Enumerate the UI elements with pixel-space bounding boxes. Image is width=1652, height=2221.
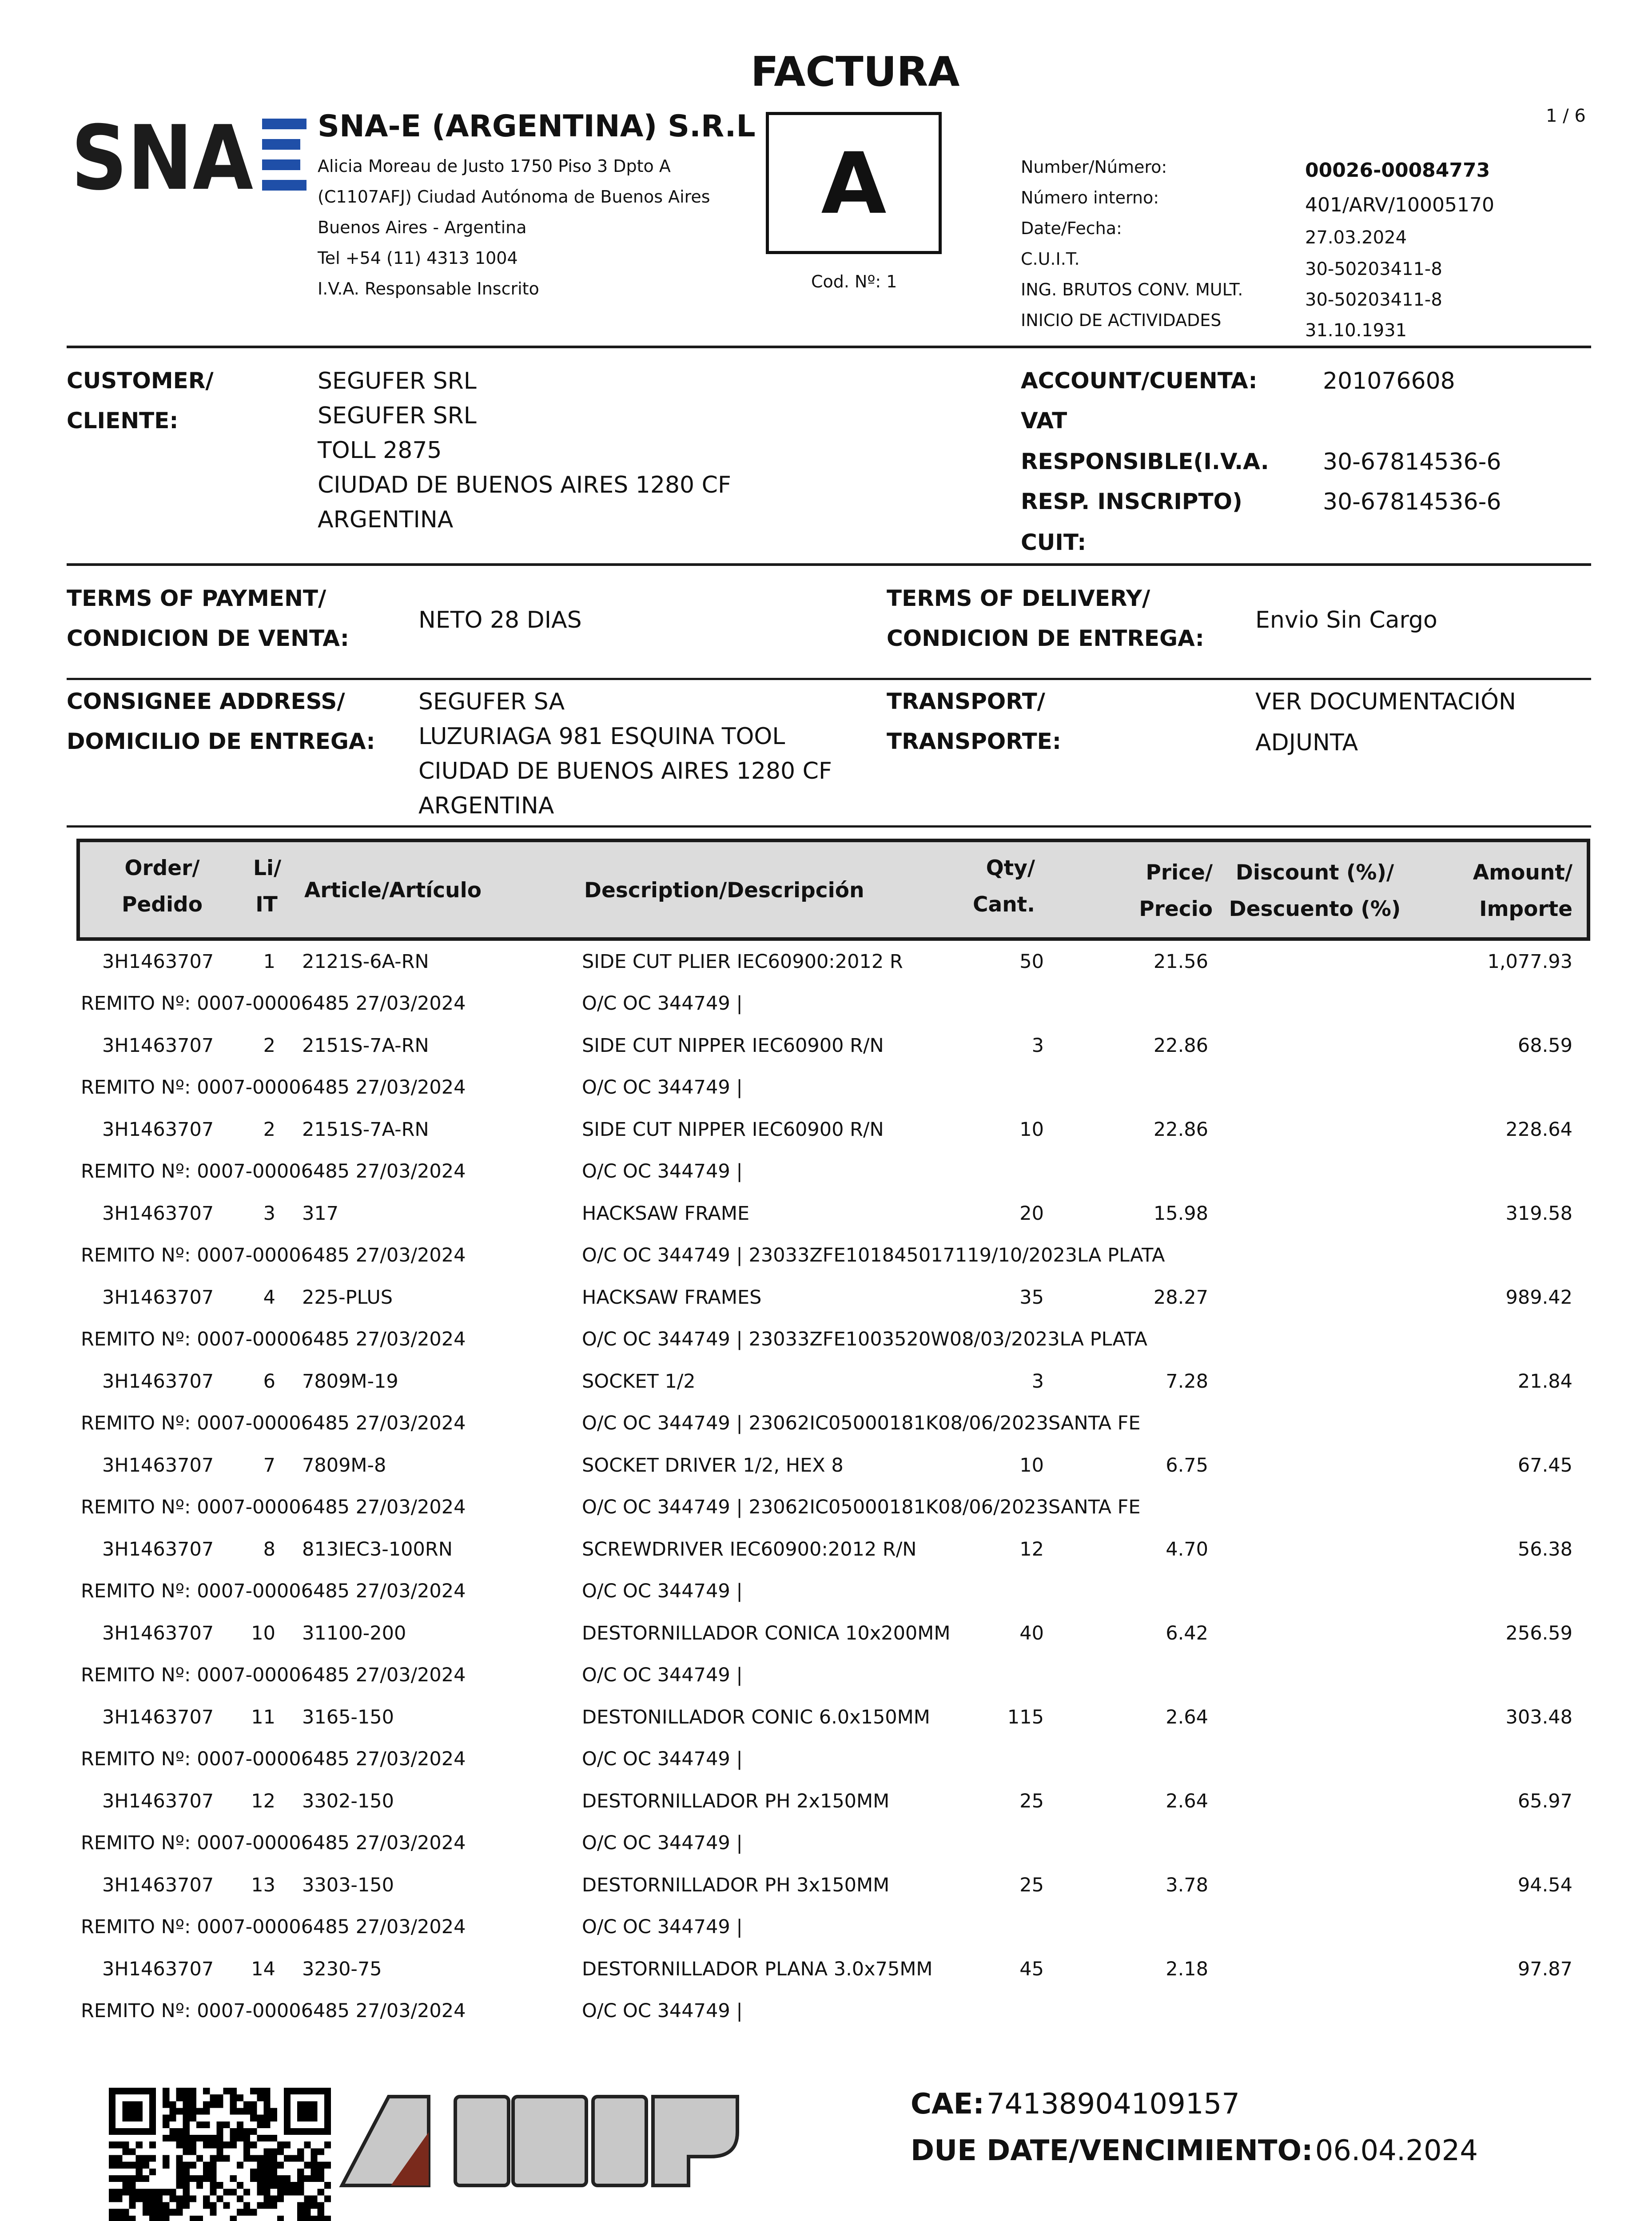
- cell-remito: REMITO Nº: 0007-00006485 27/03/2024: [81, 1412, 466, 1434]
- cae: [911, 2088, 1240, 2121]
- cell-description: DESTONILLADOR CONIC 6.0x150MM: [582, 1706, 930, 1728]
- svg-text:SNA: SNA: [71, 109, 253, 198]
- document-title: FACTURA: [751, 48, 960, 96]
- cell-description: SIDE CUT NIPPER IEC60900 R/N: [582, 1035, 884, 1057]
- company-phone: Tel +54 (11) 4313 1004: [318, 248, 518, 268]
- company-address-line: Buenos Aires - Argentina: [318, 218, 527, 237]
- account-label: ACCOUNT/CUENTA:: [1021, 368, 1258, 394]
- cell-qty: 45: [1019, 1958, 1044, 1980]
- meta-label-internal-number: Número interno:: [1021, 188, 1159, 207]
- customer-line: SEGUFER SRL: [318, 368, 477, 394]
- cell-order: 3H1463707: [102, 1874, 214, 1896]
- delivery-terms-label: TERMS OF DELIVERY/: [887, 585, 1150, 611]
- cell-description: SIDE CUT NIPPER IEC60900 R/N: [582, 1118, 884, 1141]
- company-address-line: (C1107AFJ) Ciudad Autónoma de Buenos Aires: [318, 187, 710, 207]
- cell-article: 31100-200: [302, 1622, 406, 1644]
- cell-description: DESTORNILLADOR PH 2x150MM: [582, 1790, 890, 1812]
- cell-order: 3H1463707: [102, 1035, 214, 1057]
- delivery-terms-value: Envio Sin Cargo: [1255, 607, 1437, 633]
- cell-remito: REMITO Nº: 0007-00006485 27/03/2024: [81, 1748, 466, 1770]
- internal-number: 401/ARV/10005170: [1305, 194, 1494, 216]
- page-number: 1 / 6: [1546, 106, 1586, 126]
- cell-purchase-order: O/C OC 344749 |: [582, 1916, 743, 1938]
- cell-price: 7.28: [1166, 1370, 1208, 1393]
- col-header-price: Price/ Precio: [1139, 860, 1213, 921]
- cell-amount: 228.64: [1505, 1118, 1572, 1141]
- cell-article: 3303-150: [302, 1874, 394, 1896]
- cell-article: 225-PLUS: [302, 1286, 393, 1309]
- consignee-label: DOMICILIO DE ENTREGA:: [67, 728, 375, 754]
- cell-amount: 319.58: [1505, 1202, 1572, 1225]
- customer-line: SEGUFER SRL: [318, 402, 477, 429]
- cell-price: 3.78: [1166, 1874, 1208, 1896]
- cell-remito: REMITO Nº: 0007-00006485 27/03/2024: [81, 1496, 466, 1518]
- cell-order: 3H1463707: [102, 1370, 214, 1393]
- vat-label: RESP. INSCRIPTO): [1021, 489, 1242, 514]
- cell-purchase-order: O/C OC 344749 | 23033ZFE1003520W08/03/2023LA PLATA: [582, 1328, 1147, 1350]
- cell-amount: 68.59: [1517, 1035, 1572, 1057]
- col-header-order: Order/ Pedido: [121, 856, 203, 917]
- cell-price: 6.42: [1166, 1622, 1208, 1644]
- cell-article: 2121S-6A-RN: [302, 951, 429, 973]
- cell-qty: 3: [1031, 1035, 1044, 1057]
- col-header-discount: Discount (%)/ Descuento (%): [1229, 860, 1401, 921]
- cell-qty: 35: [1019, 1286, 1044, 1309]
- cell-amount: 97.87: [1517, 1958, 1572, 1980]
- cell-purchase-order: O/C OC 344749 | 23062IC05000181K08/06/2023SANTA FE: [582, 1412, 1141, 1434]
- cell-remito: REMITO Nº: 0007-00006485 27/03/2024: [81, 2000, 466, 2022]
- cell-price: 28.27: [1153, 1286, 1208, 1309]
- start-date-value: 31.10.1931: [1305, 320, 1407, 341]
- cell-item: 6: [263, 1370, 275, 1393]
- cell-price: 15.98: [1153, 1202, 1208, 1225]
- payment-terms-label: TERMS OF PAYMENT/: [67, 585, 326, 611]
- cell-amount: 1,077.93: [1487, 951, 1572, 973]
- cell-article: 3230-75: [302, 1958, 382, 1980]
- cell-amount: 303.48: [1505, 1706, 1572, 1728]
- consignee-line: CIUDAD DE BUENOS AIRES 1280 CF: [418, 758, 832, 784]
- cell-remito: REMITO Nº: 0007-00006485 27/03/2024: [81, 992, 466, 1015]
- divider: [67, 825, 1591, 828]
- cell-order: 3H1463707: [102, 1790, 214, 1812]
- delivery-terms-label: CONDICION DE ENTREGA:: [887, 625, 1204, 651]
- cae-value: 74138904109157: [986, 2088, 1240, 2121]
- cell-purchase-order: O/C OC 344749 |: [582, 1580, 743, 1602]
- cell-amount: 256.59: [1505, 1622, 1572, 1644]
- cell-purchase-order: O/C OC 344749 |: [582, 1664, 743, 1686]
- col-header-qty: Qty/ Cant.: [973, 856, 1035, 917]
- cell-price: 21.56: [1153, 951, 1208, 973]
- cae-label: CAE:: [911, 2088, 984, 2121]
- cell-amount: 67.45: [1517, 1454, 1572, 1477]
- invoice-number: 00026-00084773: [1305, 159, 1490, 182]
- cell-purchase-order: O/C OC 344749 |: [582, 992, 743, 1015]
- cell-qty: 12: [1019, 1538, 1044, 1560]
- customer-label: CLIENTE:: [67, 408, 179, 434]
- cell-article: 2151S-7A-RN: [302, 1118, 429, 1141]
- meta-label-cuit: C.U.I.T.: [1021, 249, 1080, 269]
- cell-price: 22.86: [1153, 1035, 1208, 1057]
- invoice-type-letter: A: [821, 135, 887, 233]
- cell-amount: 21.84: [1517, 1370, 1572, 1393]
- cell-qty: 3: [1031, 1370, 1044, 1393]
- cell-description: HACKSAW FRAME: [582, 1202, 750, 1225]
- cell-remito: REMITO Nº: 0007-00006485 27/03/2024: [81, 1580, 466, 1602]
- cell-description: SOCKET DRIVER 1/2, HEX 8: [582, 1454, 844, 1477]
- invoice-date: 27.03.2024: [1305, 227, 1407, 248]
- company-name: SNA-E (ARGENTINA) S.R.L: [318, 109, 756, 144]
- cell-description: SOCKET 1/2: [582, 1370, 696, 1393]
- cell-article: 2151S-7A-RN: [302, 1035, 429, 1057]
- cell-qty: 25: [1019, 1790, 1044, 1812]
- cell-item: 3: [263, 1202, 275, 1225]
- col-header-amount: Amount/ Importe: [1473, 860, 1572, 921]
- cell-purchase-order: O/C OC 344749 |: [582, 1076, 743, 1099]
- cell-description: DESTORNILLADOR CONICA 10x200MM: [582, 1622, 951, 1644]
- cell-order: 3H1463707: [102, 1622, 214, 1644]
- cell-order: 3H1463707: [102, 951, 214, 973]
- transport-line: ADJUNTA: [1255, 729, 1358, 756]
- cell-item: 1: [263, 951, 275, 973]
- cell-article: 3302-150: [302, 1790, 394, 1812]
- consignee-line: ARGENTINA: [418, 792, 554, 819]
- cell-qty: 10: [1019, 1118, 1044, 1141]
- cell-remito: REMITO Nº: 0007-00006485 27/03/2024: [81, 1832, 466, 1854]
- cell-order: 3H1463707: [102, 1538, 214, 1560]
- cell-item: 14: [251, 1958, 275, 1980]
- cell-article: 317: [302, 1202, 339, 1225]
- cell-price: 2.64: [1166, 1790, 1208, 1812]
- cell-article: 3165-150: [302, 1706, 394, 1728]
- cell-description: DESTORNILLADOR PH 3x150MM: [582, 1874, 890, 1896]
- cell-purchase-order: O/C OC 344749 |: [582, 1748, 743, 1770]
- divider: [67, 346, 1591, 348]
- cell-remito: REMITO Nº: 0007-00006485 27/03/2024: [81, 1244, 466, 1266]
- company-vat-status: I.V.A. Responsable Inscrito: [318, 279, 539, 299]
- cell-purchase-order: O/C OC 344749 |: [582, 1160, 743, 1182]
- table-header: [76, 839, 1590, 941]
- invoice-type-code: Cod. Nº: 1: [811, 272, 897, 291]
- cell-purchase-order: O/C OC 344749 | 23062IC05000181K08/06/2023SANTA FE: [582, 1496, 1141, 1518]
- cell-price: 2.18: [1166, 1958, 1208, 1980]
- cell-description: HACKSAW FRAMES: [582, 1286, 762, 1309]
- cell-item: 7: [263, 1454, 275, 1477]
- customer-line: ARGENTINA: [318, 506, 454, 533]
- cell-item: 8: [263, 1538, 275, 1560]
- customer-vat-number: 30-67814536-6: [1323, 449, 1501, 475]
- divider: [67, 678, 1591, 680]
- due-date-value: 06.04.2024: [1315, 2134, 1478, 2167]
- cell-description: SIDE CUT PLIER IEC60900:2012 R: [582, 951, 903, 973]
- cell-amount: 94.54: [1517, 1874, 1572, 1896]
- consignee-label: CONSIGNEE ADDRESS/: [67, 689, 345, 714]
- col-header-description: Description/Descripción: [584, 878, 864, 903]
- cell-purchase-order: O/C OC 344749 | 23033ZFE101845017119/10/2023LA PLATA: [582, 1244, 1165, 1266]
- qr-code: [109, 2088, 331, 2221]
- customer-cuit-number: 30-67814536-6: [1323, 489, 1501, 515]
- cell-description: SCREWDRIVER IEC60900:2012 R/N: [582, 1538, 917, 1560]
- cell-order: 3H1463707: [102, 1454, 214, 1477]
- cell-amount: 65.97: [1517, 1790, 1572, 1812]
- cell-article: 7809M-8: [302, 1454, 386, 1477]
- afip-logo: [338, 2090, 746, 2192]
- gross-income-value: 30-50203411-8: [1305, 290, 1442, 310]
- cell-remito: REMITO Nº: 0007-00006485 27/03/2024: [81, 1916, 466, 1938]
- invoice-type-box: [766, 112, 942, 254]
- meta-label-number: Number/Número:: [1021, 157, 1167, 177]
- cell-purchase-order: O/C OC 344749 |: [582, 1832, 743, 1854]
- due-date: [911, 2134, 1478, 2167]
- cell-price: 2.64: [1166, 1706, 1208, 1728]
- cell-article: 7809M-19: [302, 1370, 398, 1393]
- customer-line: CIUDAD DE BUENOS AIRES 1280 CF: [318, 472, 731, 498]
- meta-label-start-date: INICIO DE ACTIVIDADES: [1021, 310, 1222, 330]
- divider: [67, 563, 1591, 566]
- consignee-line: SEGUFER SA: [418, 689, 565, 715]
- vat-label: RESPONSIBLE(I.V.A.: [1021, 449, 1269, 474]
- payment-terms-value: NETO 28 DIAS: [418, 607, 582, 633]
- due-date-label: DUE DATE/VENCIMIENTO:: [911, 2134, 1313, 2167]
- cuit-value: 30-50203411-8: [1305, 259, 1442, 279]
- cell-item: 13: [251, 1874, 275, 1896]
- cell-order: 3H1463707: [102, 1286, 214, 1309]
- cell-qty: 115: [1007, 1706, 1044, 1728]
- cell-qty: 50: [1019, 951, 1044, 973]
- transport-label: TRANSPORTE:: [887, 728, 1061, 754]
- payment-terms-label: CONDICION DE VENTA:: [67, 625, 349, 651]
- cell-remito: REMITO Nº: 0007-00006485 27/03/2024: [81, 1076, 466, 1099]
- meta-label-date: Date/Fecha:: [1021, 219, 1122, 238]
- cell-qty: 20: [1019, 1202, 1044, 1225]
- cell-purchase-order: O/C OC 344749 |: [582, 2000, 743, 2022]
- vat-label: VAT: [1021, 408, 1067, 434]
- cell-order: 3H1463707: [102, 1706, 214, 1728]
- cuit-label: CUIT:: [1021, 529, 1087, 555]
- cell-price: 4.70: [1166, 1538, 1208, 1560]
- cell-amount: 56.38: [1517, 1538, 1572, 1560]
- cell-article: 813IEC3-100RN: [302, 1538, 453, 1560]
- cell-order: 3H1463707: [102, 1202, 214, 1225]
- account-number: 201076608: [1323, 368, 1455, 394]
- cell-remito: REMITO Nº: 0007-00006485 27/03/2024: [81, 1328, 466, 1350]
- cell-price: 22.86: [1153, 1118, 1208, 1141]
- transport-line: VER DOCUMENTACIÓN: [1255, 689, 1516, 715]
- cell-order: 3H1463707: [102, 1958, 214, 1980]
- consignee-line: LUZURIAGA 981 ESQUINA TOOL: [418, 723, 785, 750]
- cell-item: 10: [251, 1622, 275, 1644]
- cell-qty: 10: [1019, 1454, 1044, 1477]
- col-header-item: Li/ IT: [253, 856, 282, 917]
- company-address-line: Alicia Moreau de Justo 1750 Piso 3 Dpto A: [318, 156, 671, 176]
- cell-item: 2: [263, 1035, 275, 1057]
- company-logo: [71, 109, 307, 198]
- cell-qty: 40: [1019, 1622, 1044, 1644]
- cell-order: 3H1463707: [102, 1118, 214, 1141]
- transport-label: TRANSPORT/: [887, 689, 1045, 714]
- meta-label-gross-income: ING. BRUTOS CONV. MULT.: [1021, 280, 1243, 299]
- cell-qty: 25: [1019, 1874, 1044, 1896]
- cell-item: 11: [251, 1706, 275, 1728]
- cell-remito: REMITO Nº: 0007-00006485 27/03/2024: [81, 1160, 466, 1182]
- cell-item: 2: [263, 1118, 275, 1141]
- cell-item: 12: [251, 1790, 275, 1812]
- col-header-article: Article/Artículo: [304, 878, 482, 903]
- cell-amount: 989.42: [1505, 1286, 1572, 1309]
- cell-item: 4: [263, 1286, 275, 1309]
- cell-price: 6.75: [1166, 1454, 1208, 1477]
- customer-label: CUSTOMER/: [67, 368, 214, 394]
- customer-line: TOLL 2875: [318, 437, 442, 464]
- cell-remito: REMITO Nº: 0007-00006485 27/03/2024: [81, 1664, 466, 1686]
- cell-description: DESTORNILLADOR PLANA 3.0x75MM: [582, 1958, 933, 1980]
